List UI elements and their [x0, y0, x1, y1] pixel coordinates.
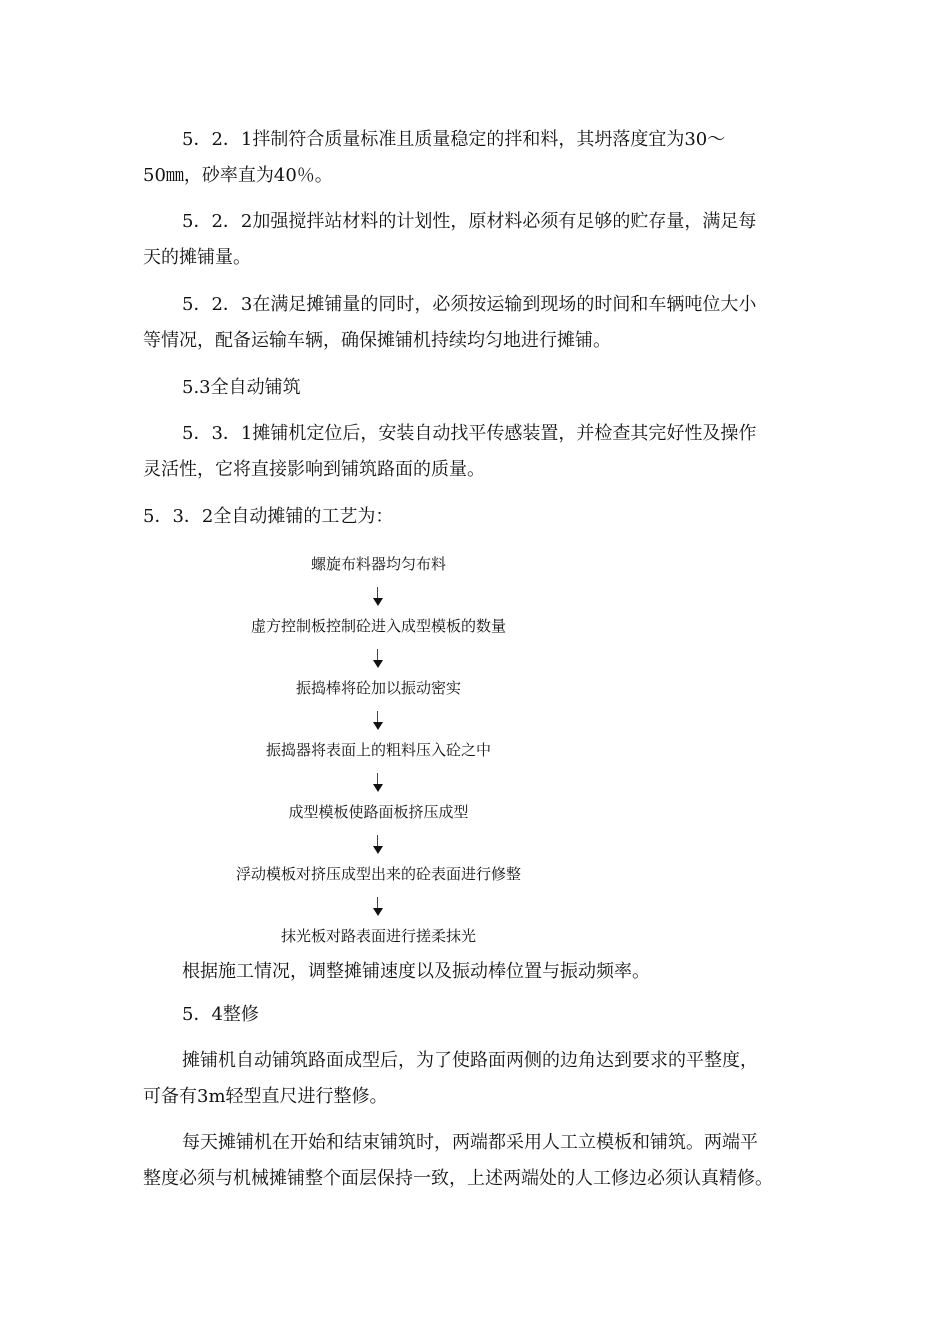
flow-step-2: 虚方控制板控制砼进入成型模板的数量 — [250, 617, 506, 635]
heading-53: 5.3全自动铺筑 — [182, 377, 301, 398]
down-arrow-icon — [373, 835, 383, 855]
down-arrow-icon — [373, 897, 383, 917]
down-arrow-icon — [373, 587, 383, 607]
para-54-2-line1: 每天摊铺机在开始和结束铺筑时，两端都采用人工立模板和铺筑。两端平 — [182, 1132, 758, 1153]
para-54-1-line2: 可备有3m轻型直尺进行整修。 — [143, 1086, 388, 1107]
para-522-2-line1: 5．2．2加强搅拌站材料的计划性，原材料必须有足够的贮存量，满足每 — [182, 211, 757, 232]
para-54-2-line2: 整度必须与机械摊铺整个面层保持一致，上述两端处的人工修边必须认真精修。 — [143, 1168, 773, 1189]
para-522-1-line2: 50㎜，砂率直为40％。 — [143, 165, 333, 186]
heading-54: 5．4整修 — [182, 1004, 259, 1025]
flow-step-7: 抹光板对路表面进行搓柔抹光 — [280, 927, 476, 945]
flow-step-6: 浮动模板对挤压成型出来的砼表面进行修整 — [235, 865, 521, 883]
para-after-flow: 根据施工情况，调整摊铺速度以及振动棒位置与振动频率。 — [182, 961, 650, 982]
para-531-line1: 5．3．1摊铺机定位后，安装自动找平传感装置，并检查其完好性及操作 — [182, 423, 757, 444]
para-522-1-line1: 5．2．1拌制符合质量标准且质量稳定的拌和料，其坍落度宜为30～ — [182, 129, 726, 150]
para-532: 5．3．2全自动摊铺的工艺为： — [143, 506, 394, 527]
para-522-2-line2: 天的摊铺量。 — [143, 247, 251, 268]
flow-step-3: 振捣棒将砼加以振动密实 — [295, 679, 461, 697]
down-arrow-icon — [373, 773, 383, 793]
para-522-3-line1: 5．2．3在满足摊铺量的同时，必须按运输到现场的时间和车辆吨位大小 — [182, 294, 757, 315]
flow-step-5: 成型模板使路面板挤压成型 — [288, 803, 469, 821]
down-arrow-icon — [373, 711, 383, 731]
flow-step-1: 螺旋布料器均匀布料 — [310, 555, 446, 573]
down-arrow-icon — [373, 649, 383, 669]
para-54-1-line1: 摊铺机自动铺筑路面成型后，为了使路面两侧的边角达到要求的平整度， — [182, 1050, 758, 1071]
para-531-line2: 灵活性，它将直接影响到铺筑路面的质量。 — [143, 459, 485, 480]
flow-step-4: 振捣器将表面上的粗料压入砼之中 — [265, 741, 491, 759]
para-522-3-line2: 等情况，配备运输车辆，确保摊铺机持续均匀地进行摊铺。 — [143, 330, 611, 351]
